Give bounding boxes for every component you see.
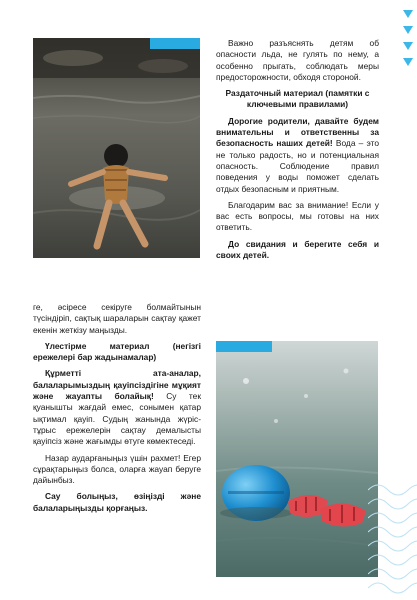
parents-appeal-bold: Дорогие родители, давайте будем внимательны и ответственны за безопасность наших детей! — [216, 115, 379, 149]
ball-sandals-photo — [216, 341, 378, 577]
decorative-wave-lines — [368, 470, 417, 600]
ice-danger-paragraph: Важно разъяснять детям об опасности льда, не гулять по нему, а особенно прыгать, соблюдать меры предосторожности, обходя стороной. — [216, 38, 379, 82]
russian-text-column — [216, 38, 379, 266]
triangle-icon — [403, 58, 413, 66]
parents-appeal-paragraph — [216, 116, 379, 195]
child-swimming-photo — [33, 38, 200, 258]
kazakh-text-column — [33, 302, 201, 519]
parents-appeal-text: Су тек қуанышты жағдай емес, сонымен қатар ықтимал қауіп. Судың жанында жүріс-тұрыс ережелерін сақтау демалысты қауіпсіз және жағымды өтуге көмектеседі. — [33, 391, 201, 447]
handout-heading: Раздаточный материал (памятки с ключевыми правилами) — [225, 88, 370, 110]
parents-appeal-bold: Құрметті ата-аналар, балаларымыздың қауіпсіздігіне мұқият және жауапты болайық! — [33, 368, 201, 402]
ice-danger-paragraph: ге, әсіресе секіруге болмайтынын түсіндіріп, сақтық шараларын сақтау қажет екенін жеткізу маңызды. — [33, 302, 201, 335]
photo-accent-bar — [216, 341, 272, 352]
thanks-paragraph: Назар аударғаныңыз үшін рахмет! Егер сұрақтарыңыз болса, оларға жауап беруге дайынбыз. — [33, 452, 201, 486]
thanks-paragraph: Благодарим вас за внимание! Если у вас есть вопросы, мы готовы на них ответить. — [216, 199, 379, 233]
triangle-icon — [403, 42, 413, 50]
triangle-icon — [403, 26, 413, 34]
triangle-icon — [403, 10, 413, 18]
handout-heading: Үлестірме материал (негізгі ережелері бар жадынамалар) — [33, 340, 201, 363]
goodbye-paragraph: До свидания и берегите себя и своих детей. — [216, 238, 379, 261]
goodbye-paragraph: Сау болыңыз, өзіңізді және балаларыңызды қорғаңыз. — [33, 491, 201, 513]
photo-accent-bar — [150, 38, 200, 49]
parents-appeal-paragraph — [33, 368, 201, 447]
decorative-triangles — [403, 10, 415, 74]
parents-appeal-text: Вода – это не только радость, но и потенциальная опасность. Соблюдение правил поведения у воды поможет сделать отдых безопасным и приятным. — [216, 138, 379, 194]
